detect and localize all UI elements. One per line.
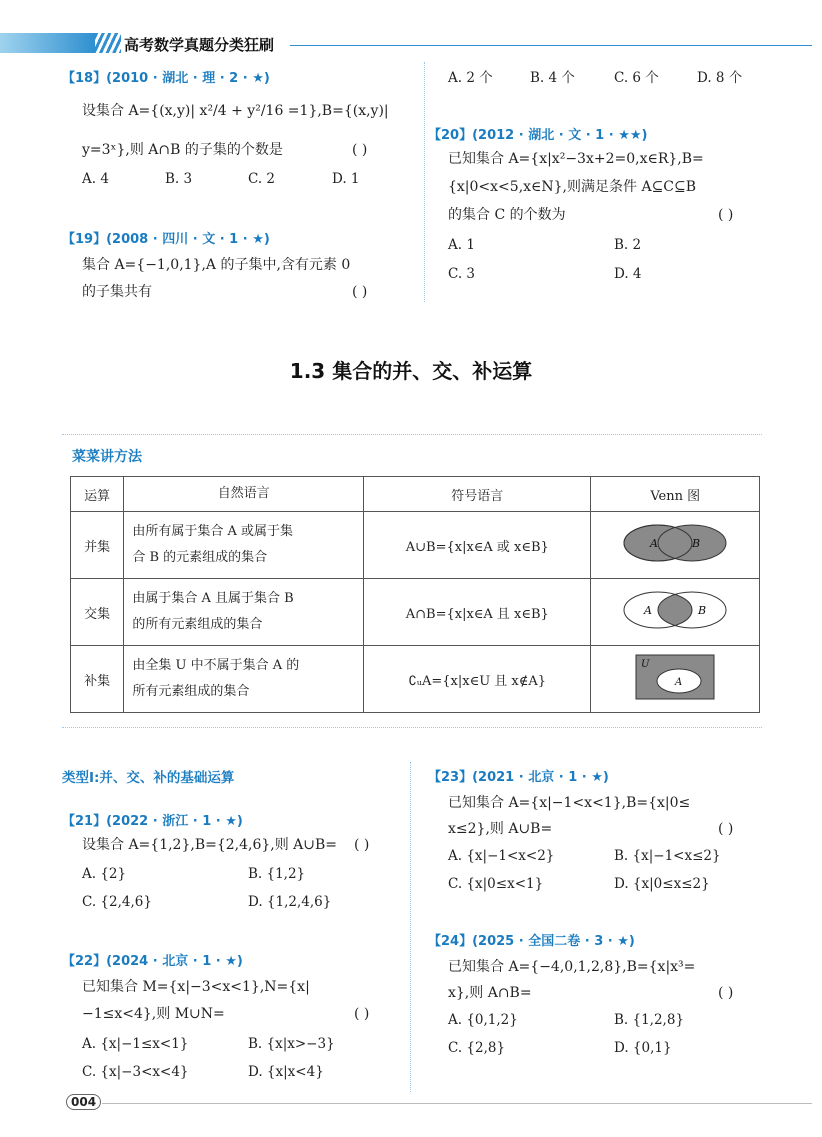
q18-option-a: A. 4	[82, 171, 109, 187]
table-cell-natural	[124, 646, 364, 713]
column-divider-top	[424, 62, 425, 302]
q18-option-b: B. 3	[165, 171, 193, 187]
q19-line2: 的子集共有	[82, 284, 152, 300]
table-cell-symbol: ∁ᵤA={x|x∈U 且 x∉A}	[364, 646, 591, 713]
q22-option-c: C. {x|−3<x<4}	[82, 1064, 189, 1080]
q18-answer-paren: ( )	[352, 142, 368, 158]
table-row-complement	[71, 646, 760, 713]
q19-answer-paren: ( )	[352, 284, 368, 300]
table-row-intersection	[71, 579, 760, 646]
venn-label: A	[675, 677, 683, 688]
q20-option-a: A. 1	[448, 237, 475, 253]
q19-option-c: C. 6 个	[614, 70, 659, 86]
method-top-rule	[62, 434, 762, 435]
type-heading: 类型Ⅰ:并、交、补的基础运算	[62, 770, 235, 786]
q24-option-a: A. {0,1,2}	[448, 1012, 518, 1028]
table-cell-op: 交集	[71, 579, 124, 646]
table-header-row	[71, 477, 760, 512]
venn-union-diagram	[620, 520, 730, 566]
q18-line2: y=3ˣ},则 A∩B 的子集的个数是	[82, 142, 283, 158]
natural-line: 合 B 的元素组成的集合	[132, 550, 268, 565]
venn-label: B	[698, 604, 707, 617]
natural-line: 的所有元素组成的集合	[132, 617, 263, 632]
q18-heading: 【18】(2010 · 湖北 · 理 · 2 · ★)	[62, 71, 270, 86]
q23-line2: x≤2},则 A∪B=	[448, 821, 553, 837]
page-number: 004	[66, 1094, 101, 1110]
method-title: 菜菜讲方法	[72, 449, 142, 465]
table-cell-op: 补集	[71, 646, 124, 713]
q24-line2: x},则 A∩B=	[448, 985, 532, 1001]
q21-line1: 设集合 A={1,2},B={2,4,6},则 A∪B=	[82, 837, 338, 853]
q23-option-c: C. {x|0≤x<1}	[448, 876, 544, 892]
q23-option-d: D. {x|0≤x≤2}	[614, 876, 710, 892]
header-rule	[290, 45, 812, 46]
q19-option-b: B. 4 个	[530, 70, 575, 86]
q20-line1: 已知集合 A={x|x²−3x+2=0,x∈R},B=	[448, 151, 704, 167]
q19-line1: 集合 A={−1,0,1},A 的子集中,含有元素 0	[82, 257, 351, 273]
q20-answer-paren: ( )	[718, 207, 734, 223]
q24-option-b: B. {1,2,8}	[614, 1012, 685, 1028]
venn-complement-diagram	[635, 654, 715, 700]
section-title: 1.3 集合的并、交、补运算	[289, 359, 533, 383]
q19-option-a: A. 2 个	[448, 70, 493, 86]
q23-line1: 已知集合 A={x|−1<x<1},B={x|0≤	[448, 795, 691, 811]
table-cell-venn	[591, 646, 760, 713]
table-cell-op: 并集	[71, 512, 124, 579]
header-stripes	[95, 33, 121, 53]
table-header-cell: Venn 图	[591, 477, 760, 512]
q24-option-d: D. {0,1}	[614, 1040, 672, 1056]
q20-heading: 【20】(2012 · 湖北 · 文 · 1 · ★★)	[428, 128, 648, 143]
q22-option-d: D. {x|x<4}	[248, 1064, 324, 1080]
q23-answer-paren: ( )	[718, 821, 734, 837]
q19-heading: 【19】(2008 · 四川 · 文 · 1 · ★)	[62, 232, 270, 247]
table-cell-symbol: A∪B={x|x∈A 或 x∈B}	[364, 512, 591, 579]
q23-heading: 【23】(2021 · 北京 · 1 · ★)	[428, 770, 609, 785]
table-cell-venn	[591, 579, 760, 646]
table-cell-natural	[124, 512, 364, 579]
table-cell-natural	[124, 579, 364, 646]
q22-line1: 已知集合 M={x|−3<x<1},N={x|	[82, 979, 310, 995]
table-header-cell: 运算	[71, 477, 124, 512]
q21-option-a: A. {2}	[82, 866, 127, 882]
table-cell-venn	[591, 512, 760, 579]
q21-heading: 【21】(2022 · 浙江 · 1 · ★)	[62, 814, 243, 829]
natural-line: 由全集 U 中不属于集合 A 的	[132, 658, 300, 673]
header-title: 高考数学真题分类狂刷	[124, 36, 275, 54]
q21-option-c: C. {2,4,6}	[82, 894, 152, 910]
venn-label: U	[641, 659, 650, 670]
q20-option-c: C. 3	[448, 266, 476, 282]
natural-line: 由属于集合 A 且属于集合 B	[132, 591, 294, 606]
q24-line1: 已知集合 A={−4,0,1,2,8},B={x|x³=	[448, 959, 696, 975]
venn-label: A	[650, 537, 659, 550]
q22-heading: 【22】(2024 · 北京 · 1 · ★)	[62, 954, 243, 969]
q24-answer-paren: ( )	[718, 985, 734, 1001]
table-header-cell: 自然语言	[124, 477, 364, 512]
operations-table	[70, 476, 760, 713]
table-header-cell: 符号语言	[364, 477, 591, 512]
q18-option-c: C. 2	[248, 171, 276, 187]
q22-option-b: B. {x|x>−3}	[248, 1036, 335, 1052]
table-row-union	[71, 512, 760, 579]
q22-line2: −1≤x<4},则 M∪N=	[82, 1006, 225, 1022]
header-gradient-bar	[0, 33, 95, 53]
q21-answer-paren: ( )	[354, 837, 370, 853]
q19-option-d: D. 8 个	[697, 70, 743, 86]
q22-answer-paren: ( )	[354, 1006, 370, 1022]
q23-option-b: B. {x|−1<x≤2}	[614, 848, 721, 864]
q22-option-a: A. {x|−1≤x<1}	[82, 1036, 189, 1052]
table-cell-symbol: A∩B={x|x∈A 且 x∈B}	[364, 579, 591, 646]
q18-line1: 设集合 A={(x,y)| x²/4 + y²/16 =1},B={(x,y)|	[82, 103, 389, 119]
venn-label: A	[644, 604, 653, 617]
column-divider-bottom	[410, 762, 411, 1092]
natural-line: 由所有属于集合 A 或属于集	[132, 524, 294, 539]
venn-label: B	[692, 537, 701, 550]
method-bottom-rule	[62, 727, 762, 728]
q24-option-c: C. {2,8}	[448, 1040, 506, 1056]
q21-option-d: D. {1,2,4,6}	[248, 894, 332, 910]
footer-rule	[102, 1103, 812, 1104]
q20-line2: {x|0<x<5,x∈N},则满足条件 A⊆C⊆B	[448, 179, 697, 195]
natural-line: 所有元素组成的集合	[132, 684, 250, 699]
q21-option-b: B. {1,2}	[248, 866, 306, 882]
q23-option-a: A. {x|−1<x<2}	[448, 848, 555, 864]
q20-option-d: D. 4	[614, 266, 642, 282]
q18-option-d: D. 1	[332, 171, 360, 187]
q20-option-b: B. 2	[614, 237, 642, 253]
q20-line3: 的集合 C 的个数为	[448, 207, 566, 223]
venn-intersection-diagram	[620, 587, 730, 633]
q24-heading: 【24】(2025 · 全国二卷 · 3 · ★)	[428, 934, 635, 949]
